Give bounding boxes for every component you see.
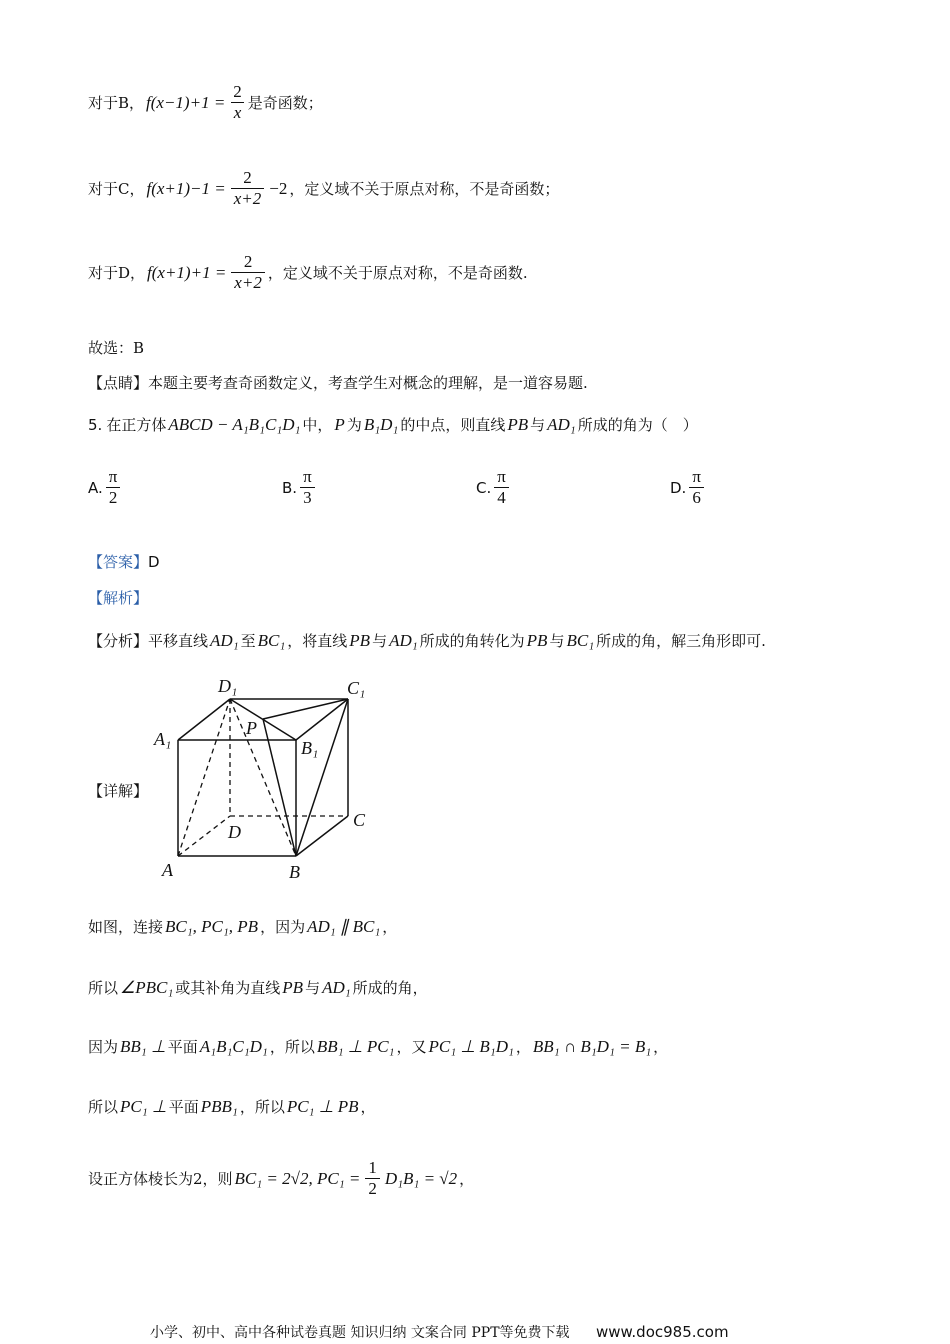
step2-m2: PB: [282, 977, 304, 997]
c-tail: −2: [269, 178, 288, 198]
step1-b: ，因为: [260, 918, 306, 936]
question-text-4: 的中点，则直线: [400, 416, 506, 434]
option-b-fraction: [300, 467, 315, 508]
step1-m2: AD₁ ∥ BC₁: [307, 916, 381, 936]
question-cube: ABCD − A₁B₁C₁D₁: [168, 414, 301, 434]
step3-m: BB₁ ⊥: [120, 1036, 166, 1056]
question-p: P: [334, 414, 345, 434]
label-a1: A₁: [154, 729, 172, 749]
jiexi-line: [88, 587, 148, 608]
step3-f: ，: [653, 1038, 669, 1056]
step4-d: ，: [360, 1098, 376, 1116]
question-pb: PB: [507, 414, 529, 434]
step-5: [88, 1158, 474, 1199]
choose-text: 故选：B: [88, 339, 145, 357]
option-b-label: B.: [282, 478, 298, 497]
footer-text: 小学、初中、高中各种试卷真题 知识归纳 文案合同 PPT等免费下载: [150, 1325, 570, 1341]
b-expr: f(x−1)+1 =: [146, 92, 226, 112]
detail-line: [88, 780, 148, 801]
analysis-line: [88, 630, 766, 651]
option-a-label: A.: [88, 478, 103, 497]
analysis-pb: PB: [349, 630, 371, 650]
c-fraction: [231, 168, 265, 209]
step-1: [88, 916, 397, 937]
option-d-label: D.: [670, 478, 687, 497]
dianjing-tag: 【点睛】: [88, 374, 149, 392]
label-c: C: [353, 810, 366, 830]
option-c-label: C.: [476, 478, 492, 497]
option-c-num: π: [497, 467, 506, 486]
edge-bc: [296, 816, 348, 856]
step2-a: 所以: [88, 979, 119, 997]
step2-m: ∠PBC₁: [120, 977, 174, 997]
step1-c: ，: [382, 918, 398, 936]
d-prefix: 对于D，: [88, 264, 146, 282]
option-a-fraction: [106, 467, 121, 508]
step4-c: ，所以: [239, 1098, 285, 1116]
option-c[interactable]: [476, 467, 512, 508]
step4-m2: PBB₁: [200, 1096, 238, 1116]
step2-m3: AD₁: [322, 977, 351, 997]
step-3: [88, 1036, 668, 1057]
step3-c: ，所以: [269, 1038, 315, 1056]
seg-bc1: [296, 699, 348, 856]
step-2: [88, 977, 428, 998]
option-d-fraction: [689, 467, 704, 508]
step3-a: 因为: [88, 1038, 119, 1056]
step4-b: 平面: [168, 1098, 199, 1116]
step1-m: BC₁, PC₁, PB: [165, 916, 259, 936]
footer-url[interactable]: www.doc985.com: [595, 1323, 729, 1341]
step3-b: 平面: [167, 1038, 198, 1056]
question-5: [88, 414, 698, 435]
label-d1: D₁: [218, 676, 238, 696]
question-number: 5.: [88, 415, 103, 434]
option-b-den: 3: [300, 487, 315, 508]
option-b[interactable]: [282, 467, 318, 508]
analysis-ad1b: AD₁: [389, 630, 418, 650]
c-prefix: 对于C，: [88, 180, 145, 198]
step5-fraction: [365, 1158, 380, 1199]
analysis-t4: 与: [372, 632, 388, 650]
step-4: [88, 1096, 376, 1117]
label-b: B: [289, 862, 300, 882]
analysis-t5: 所成的角转化为: [419, 632, 525, 650]
step3-m3: BB₁ ⊥ PC₁: [316, 1036, 395, 1056]
step5-den: 2: [365, 1178, 380, 1199]
dianjing-text: 本题主要考查奇函数定义，考查学生对概念的理解，是一道容易题.: [148, 374, 588, 392]
label-p: P: [246, 718, 257, 738]
d-num: 2: [243, 252, 253, 271]
label-c1: C₁: [347, 678, 366, 698]
dianjing-line: [88, 372, 588, 393]
option-d-num: π: [692, 467, 701, 486]
answer-tag: 【答案】: [88, 553, 149, 571]
question-ad1: AD₁: [547, 414, 576, 434]
d-expr: f(x+1)+1 =: [147, 262, 227, 282]
analysis-pb2: PB: [526, 630, 548, 650]
step1-a: 如图，连接: [88, 918, 164, 936]
step5-a: 设正方体棱长为2，则: [88, 1170, 233, 1188]
step5-num: 1: [368, 1158, 377, 1177]
footer: [150, 1322, 729, 1342]
analysis-bc1b: BC₁: [566, 630, 595, 650]
step2-c: 与: [305, 979, 321, 997]
analysis-bc1: BC₁: [257, 630, 286, 650]
step5-m2: D₁B₁ = √2: [384, 1168, 458, 1188]
b-den: x: [231, 102, 245, 123]
analysis-t2: 至: [240, 632, 256, 650]
label-d: D: [228, 822, 241, 842]
question-b1d1: B₁D₁: [363, 414, 399, 434]
hidden-ad: [178, 816, 230, 856]
line-d: [88, 252, 528, 293]
step4-m3: PC₁ ⊥ PB: [286, 1096, 359, 1116]
c-expr: f(x+1)−1 =: [146, 178, 226, 198]
option-b-num: π: [303, 467, 312, 486]
detail-tag: 【详解】: [88, 782, 149, 800]
step2-d: 所成的角，: [352, 979, 428, 997]
line-c: [88, 168, 559, 209]
choose-line: [88, 337, 144, 358]
analysis-t7: 所成的角，解三角形即可.: [596, 632, 766, 650]
analysis-t3: ，将直线: [287, 632, 348, 650]
c-suffix: ，定义域不关于原点对称，不是奇函数；: [289, 180, 560, 198]
option-a-num: π: [108, 467, 118, 486]
question-text-3: 为: [346, 416, 362, 434]
b-prefix: 对于B，: [88, 94, 145, 112]
edge-a1d1: [178, 699, 230, 740]
hidden-ad1: [178, 699, 230, 856]
step4-m: PC₁ ⊥: [120, 1096, 167, 1116]
line-b: [88, 82, 323, 123]
step3-m2: A₁B₁C₁D₁: [199, 1036, 268, 1056]
answer-line: [88, 551, 160, 572]
analysis-ad1: AD₁: [210, 630, 239, 650]
b-fraction: [230, 82, 245, 123]
step3-d: ，又: [396, 1038, 427, 1056]
option-a-den: 2: [106, 487, 121, 508]
c-num: 2: [243, 168, 252, 187]
b-suffix: 是奇函数；: [247, 94, 323, 112]
step3-e: ，: [515, 1038, 531, 1056]
question-text-6: 所成的角为（ ）: [577, 416, 698, 434]
question-text-2: 中，: [302, 416, 333, 434]
analysis-t1: 平移直线: [148, 632, 209, 650]
question-text-5: 与: [530, 416, 546, 434]
d-fraction: [231, 252, 265, 293]
step4-a: 所以: [88, 1098, 119, 1116]
label-b1: B₁: [301, 738, 319, 758]
option-a[interactable]: [88, 467, 123, 508]
label-a: A: [162, 860, 173, 880]
jiexi-tag: 【解析】: [88, 589, 149, 607]
c-den: x+2: [231, 188, 265, 209]
option-c-den: 4: [494, 487, 509, 508]
b-num: 2: [233, 82, 242, 101]
step5-m: BC₁ = 2√2, PC₁ =: [234, 1168, 361, 1188]
d-den: x+2: [231, 272, 265, 293]
analysis-t6: 与: [549, 632, 565, 650]
analysis-tag: 【分析】: [88, 632, 149, 650]
step2-b: 或其补角为直线: [175, 979, 281, 997]
answer-value: D: [148, 552, 160, 571]
cube-figure: [150, 672, 380, 887]
option-d[interactable]: [670, 467, 707, 508]
step5-b: ，: [459, 1170, 475, 1188]
step3-m4: PC₁ ⊥ B₁D₁: [428, 1036, 514, 1056]
option-d-den: 6: [689, 487, 704, 508]
step3-m5: BB₁ ∩ B₁D₁ = B₁: [532, 1036, 652, 1056]
d-suffix: ，定义域不关于原点对称，不是奇函数.: [267, 264, 528, 282]
option-c-fraction: [494, 467, 509, 508]
question-text-1: 在正方体: [106, 416, 167, 434]
